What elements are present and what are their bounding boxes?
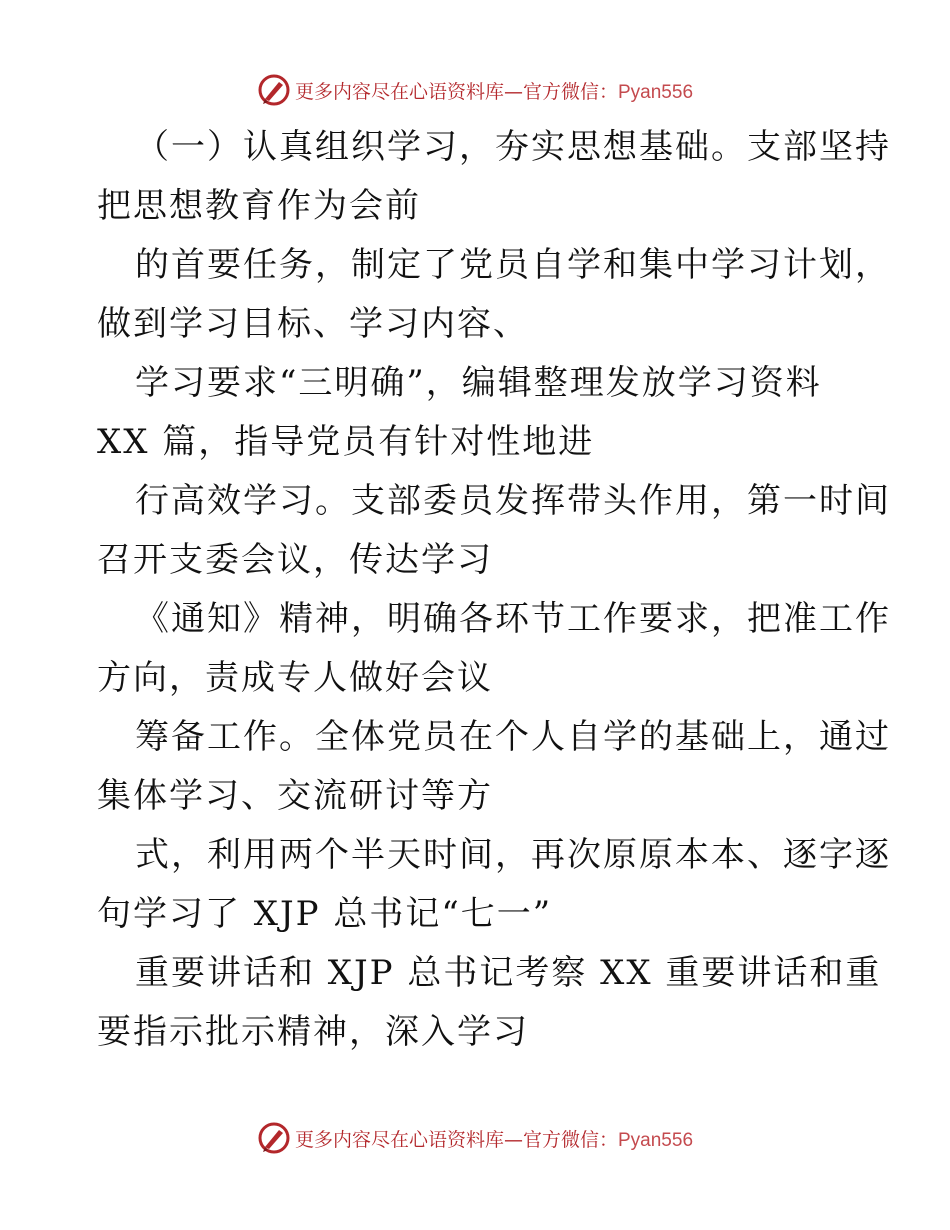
text-line: 重要讲话和 XJP 总书记考察 XX 重要讲话和重 <box>135 953 882 993</box>
paragraph <box>97 708 891 826</box>
text-line: 召开支委会议，传达学习 <box>97 540 493 580</box>
text-line: 行高效学习。支部委员发挥带头作用，第一时间 <box>135 481 891 521</box>
text-line: 学习要求“三明确”，编辑整理发放学习资料 <box>135 363 822 403</box>
text-line: 筹备工作。全体党员在个人自学的基础上，通过 <box>135 717 891 757</box>
text-line: 要指示批示精神，深入学习 <box>97 1012 529 1052</box>
paragraph <box>97 826 891 944</box>
paragraph <box>97 590 891 708</box>
paragraph <box>97 472 891 590</box>
text-line: （一）认真组织学习，夯实思想基础。支部坚持 <box>135 127 891 167</box>
text-line: 的首要任务，制定了党员自学和集中学习计划， <box>135 245 891 285</box>
text-line: 方向，责成专人做好会议 <box>97 658 493 698</box>
text-line: 《通知》精神，明确各环节工作要求，把准工作 <box>135 599 891 639</box>
header-text: 更多内容尽在心语资料库—官方微信：Pyan556 <box>294 80 694 103</box>
paragraph <box>97 236 891 354</box>
header-banner <box>0 70 950 110</box>
text-line: 句学习了 XJP 总书记“七一” <box>97 894 553 934</box>
pen-logo-icon <box>257 1121 291 1155</box>
text-line: 集体学习、交流研讨等方 <box>97 776 493 816</box>
paragraph <box>97 354 857 472</box>
text-line: 做到学习目标、学习内容、 <box>97 304 529 344</box>
text-line: 把思想教育作为会前 <box>97 186 421 226</box>
document-body <box>97 118 891 1062</box>
text-line: XX 篇，指导党员有针对性地进 <box>97 422 595 462</box>
footer-banner <box>0 1118 950 1158</box>
paragraph <box>97 944 882 1062</box>
paragraph <box>97 118 891 236</box>
pen-logo-icon <box>257 73 291 107</box>
footer-text: 更多内容尽在心语资料库—官方微信：Pyan556 <box>294 1128 694 1151</box>
text-line: 式，利用两个半天时间，再次原原本本、逐字逐 <box>135 835 891 875</box>
